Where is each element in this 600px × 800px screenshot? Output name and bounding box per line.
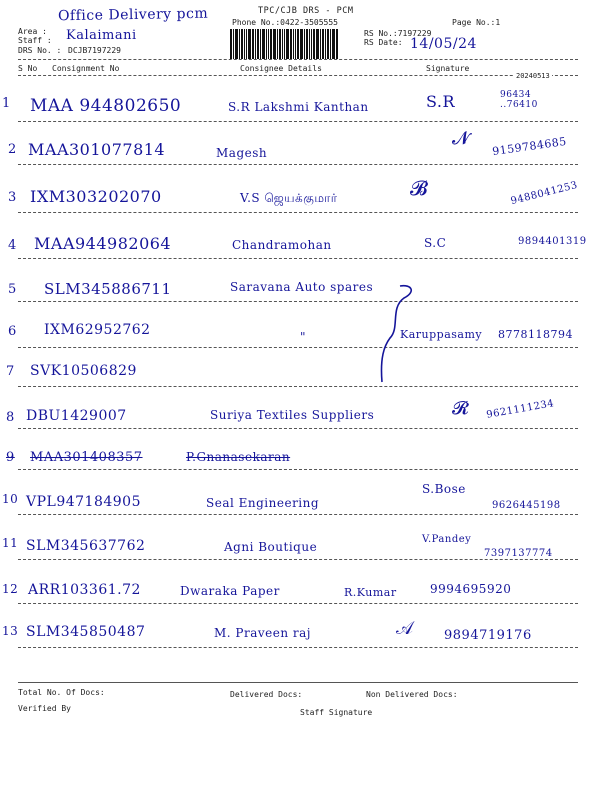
consignee-name: S.R Lakshmi Kanthan [228,100,369,114]
area-label: Area : [18,27,47,36]
col-signature: Signature [426,64,470,73]
row-divider [18,258,578,259]
consignment-number: VPL947184905 [26,494,141,510]
consignment-number: DBU1429007 [26,408,127,424]
row-number: 6 [8,324,17,339]
phone: 9159784685 [491,134,568,159]
row-number: 1 [2,96,11,111]
row-number: 3 [8,190,17,205]
consignment-number: ARR103361.72 [28,582,141,598]
header-rule-top [18,59,578,60]
signature: S.C [424,236,447,250]
row-divider [18,212,578,213]
consignee-name: Chandramohan [232,238,332,252]
consignment-number: MAA301077814 [28,140,166,159]
phone-number: Phone No.:0422-3505555 [232,18,338,27]
row-divider [18,559,578,560]
row-divider [18,386,578,387]
consignment-number: IXM62952762 [44,322,151,338]
header-title: TPC/CJB DRS - PCM [258,6,354,16]
signature: 𝓝 [452,128,470,149]
consignment-number: MAA 944802650 [30,96,182,116]
bracket-mark [360,278,430,388]
drs-no-value: DCJB7197229 [68,46,121,55]
print-date: 20240513 [516,72,550,80]
verified-by-label: Verified By [18,704,71,713]
row-number: 5 [8,282,17,297]
consignee-name: Dwaraka Paper [180,584,280,598]
phone: 9894401319 [518,236,587,247]
rs-date-handwritten: 14/05/24 [410,36,477,52]
consignment-number: MAA944982064 [34,234,172,253]
office-handwritten: Office Delivery pcm [57,5,209,25]
phone: 9488041253 [509,179,579,208]
col-consignee: Consignee Details [240,64,322,73]
row-divider [18,647,578,648]
header-rule-bottom [18,75,578,76]
page-no: Page No.:1 [452,18,501,27]
row-number: 7 [6,364,15,379]
signature: 𝓑 [410,176,429,200]
phone: 9894719176 [444,628,532,643]
col-sno: S No [18,64,38,73]
row-number: 8 [6,410,15,425]
row-number: 10 [2,492,19,506]
drs-no-label: DRS No. : [18,46,62,55]
consignment-number: IXM303202070 [30,187,162,206]
rs-no: RS No.:7197229 [364,29,432,38]
staff-handwritten: Kalaimani [66,28,137,43]
total-docs-label: Total No. Of Docs: [18,688,105,697]
consignee-name: M. Praveen raj [214,626,312,640]
row-number: 9 [6,450,15,465]
row-divider [18,603,578,604]
consignment-number: SLM345850487 [26,624,146,640]
consignee-name: P.Gnanasekaran [186,450,291,464]
staff-signature-label: Staff Signature [300,708,373,717]
row-number: 12 [2,582,19,596]
consignment-number: SLM345886711 [44,280,172,298]
row-number: 4 [8,238,17,253]
consignment-number: MAA301408357 [30,450,143,465]
row-number: 13 [2,624,19,638]
signature: R.Kumar [344,586,397,599]
row-number: 11 [2,536,19,550]
delivered-docs-label: Delivered Docs: [230,690,303,699]
row-divider [18,347,578,348]
row-divider [18,469,578,470]
consignment-number: SVK10506829 [30,363,137,379]
consignee-name: Saravana Auto spares [230,280,374,294]
consignment-number: SLM345637762 [26,538,146,554]
phone: 9994695920 [430,582,512,596]
rs-date-label: RS Date: [364,38,403,47]
row-divider [18,428,578,429]
consignee-name: Magesh [216,146,268,160]
signature: 𝒜 [396,618,414,639]
signature: V.Pandey [422,534,472,545]
consignee-name: Agni Boutique [224,540,318,554]
consignee-name: Suriya Textiles Suppliers [210,408,375,422]
phone: 9626445198 [492,500,561,511]
phone: 9621111234 [485,398,556,421]
phone: 96434 ..76410 [500,90,538,110]
signature: Karuppasamy [400,328,483,341]
row-divider [18,121,578,122]
barcode [230,29,356,59]
consignee-name: V.S ஜெயக்குமார் [240,191,338,205]
consignee-name: " [300,330,307,344]
col-consignment: Consignment No [52,64,120,73]
phone: 8778118794 [498,328,573,341]
row-divider [18,514,578,515]
staff-label: Staff : [18,36,52,45]
consignee-name: Seal Engineering [206,496,320,510]
row-number: 2 [8,142,17,157]
footer-rule [18,682,578,683]
non-delivered-docs-label: Non Delivered Docs: [366,690,458,699]
phone: 7397137774 [484,548,553,559]
row-divider [18,301,578,302]
signature: S.R [426,92,456,111]
signature: S.Bose [422,482,466,496]
row-divider [18,164,578,165]
signature: 𝓡 [452,398,470,419]
